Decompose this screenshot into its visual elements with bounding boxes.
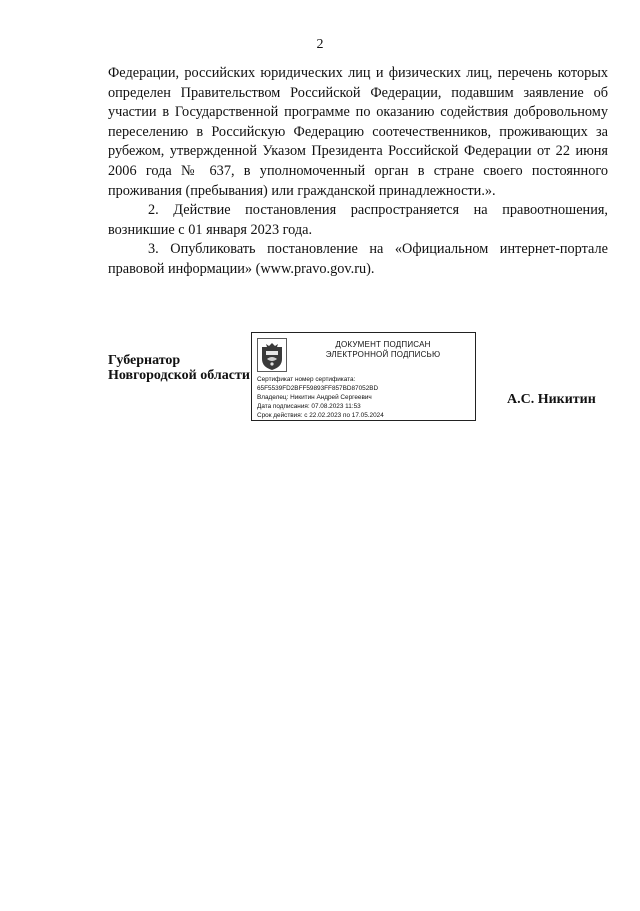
signer-title xyxy=(108,353,250,383)
stamp-details xyxy=(257,375,473,420)
signer-title-line2: Новгородской области xyxy=(108,368,250,383)
stamp-heading-line1: ДОКУМЕНТ ПОДПИСАН xyxy=(335,340,431,349)
coat-of-arms-icon xyxy=(257,338,287,372)
stamp-heading-line2: ЭЛЕКТРОННОЙ ПОДПИСЬЮ xyxy=(325,350,441,359)
paragraph-item-3: 3. Опубликовать постановление на «Официальном интернет-портале правовой информации» (www.pravo.gov.ru). xyxy=(108,241,608,277)
electronic-signature-stamp xyxy=(251,332,476,421)
paragraph-item-2: 2. Действие постановления распространяется на правоотношения, возникшие с 01 января 2023 года. xyxy=(108,202,608,238)
signer-name: А.С. Никитин xyxy=(507,392,596,407)
stamp-heading xyxy=(294,340,472,360)
certificate-number: 65F5539FD2BFF59893FF857BD87052BD xyxy=(257,385,379,392)
certificate-owner: Владелец: Никитин Андрей Сергеевич xyxy=(257,394,372,401)
signer-title-line1: Губернатор xyxy=(108,353,181,368)
paragraph-continuation: Федерации, российских юридических лиц и физических лиц, перечень которых определен Правительством Российской Федерации, подавшим заявление об участии в Государственной программе по оказанию содействия добровольному переселению в Российскую Федерацию соотечественников, проживающих за рубежом, утвержденной Указом Президента Российской Федерации от 22 июня 2006 года № 637, в уполномоченный орган в стране своего постоянного проживания (пребывания) или гражданской принадлежности.». xyxy=(108,65,608,199)
signing-date: Дата подписания: 07.08.2023 11:53 xyxy=(257,403,361,410)
page-number: 2 xyxy=(316,37,324,52)
document-body xyxy=(108,64,608,280)
certificate-label: Сертификат номер сертификата: xyxy=(257,376,356,383)
certificate-validity: Срок действия: с 22.02.2023 по 17.05.2024 xyxy=(257,412,384,419)
